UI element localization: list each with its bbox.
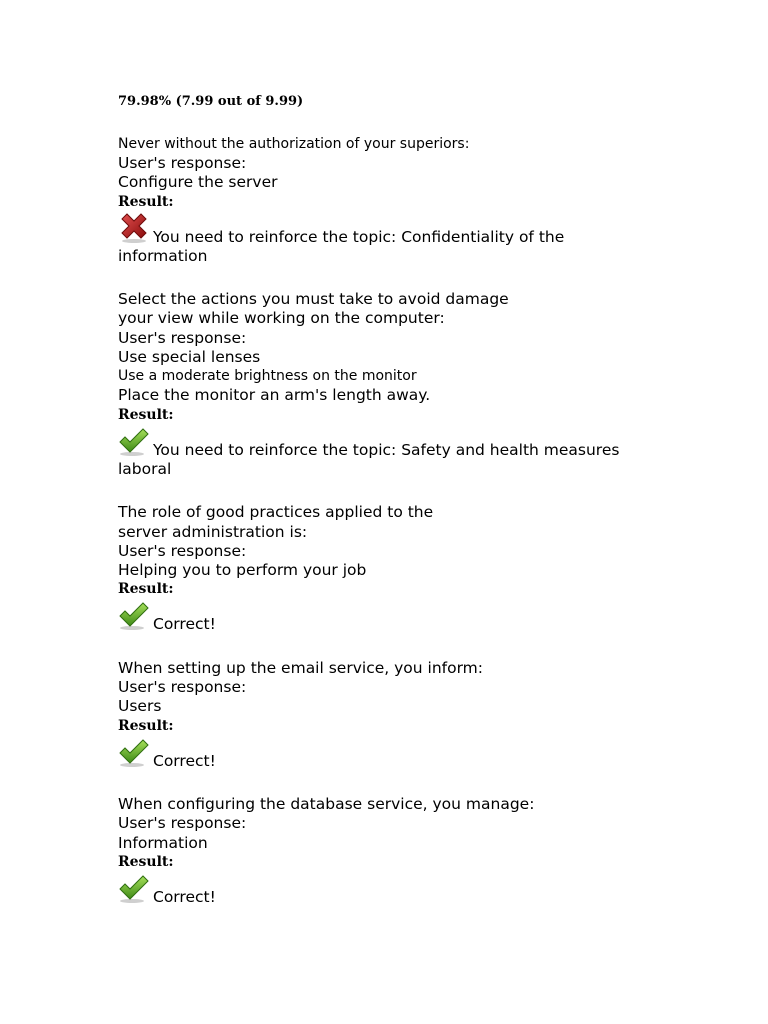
user-response: Helping you to perform your job — [118, 561, 367, 580]
feedback-text: You need to reinforce the topic: Confidentiality of the — [153, 227, 565, 246]
score-summary: 79.98% (7.99 out of 9.99) — [118, 94, 304, 109]
question-prompt: Never without the authorization of your superiors: — [118, 136, 470, 152]
response-label: User's response: — [118, 814, 247, 833]
user-response: Users — [118, 697, 162, 716]
feedback-text: Correct! — [153, 751, 216, 770]
result-feedback — [118, 212, 718, 267]
result-label: Result: — [118, 193, 174, 210]
user-response: Use special lenses — [118, 348, 261, 367]
user-response: Place the monitor an arm's length away. — [118, 386, 431, 405]
green-checkmark-icon — [118, 736, 150, 768]
result-feedback — [118, 736, 718, 771]
result-feedback — [118, 599, 718, 634]
question-prompt: Select the actions you must take to avoid damage — [118, 290, 509, 309]
response-label: User's response: — [118, 541, 247, 560]
quiz-results-page — [118, 93, 718, 931]
red-x-icon — [118, 212, 150, 244]
result-label: Result: — [118, 581, 174, 598]
result-label: Result: — [118, 717, 174, 734]
green-checkmark-icon — [118, 599, 150, 631]
question-block — [118, 659, 718, 771]
user-response: Information — [118, 833, 208, 852]
question-prompt: When setting up the email service, you inform: — [118, 658, 483, 677]
user-response: Configure the server — [118, 173, 278, 192]
question-prompt: When configuring the database service, you manage: — [118, 794, 535, 813]
question-block — [118, 290, 718, 479]
question-prompt: your view while working on the computer: — [118, 309, 445, 328]
feedback-text-continued: information — [118, 246, 208, 265]
response-label: User's response: — [118, 328, 247, 347]
result-label: Result: — [118, 853, 174, 870]
response-label: User's response: — [118, 678, 247, 697]
question-block — [118, 135, 718, 266]
result-feedback — [118, 425, 718, 480]
result-feedback — [118, 872, 718, 907]
question-prompt: server administration is: — [118, 522, 308, 541]
feedback-text: Correct! — [153, 887, 216, 906]
green-checkmark-icon — [118, 425, 150, 457]
feedback-text: Correct! — [153, 615, 216, 634]
response-label: User's response: — [118, 154, 247, 172]
green-checkmark-icon — [118, 872, 150, 904]
question-block — [118, 795, 718, 907]
user-response: Use a moderate brightness on the monitor — [118, 368, 417, 385]
question-prompt: The role of good practices applied to the — [118, 503, 434, 522]
feedback-text: You need to reinforce the topic: Safety and health measures — [153, 440, 620, 459]
question-block — [118, 503, 718, 634]
result-label: Result: — [118, 406, 174, 423]
feedback-text-continued: laboral — [118, 459, 172, 478]
